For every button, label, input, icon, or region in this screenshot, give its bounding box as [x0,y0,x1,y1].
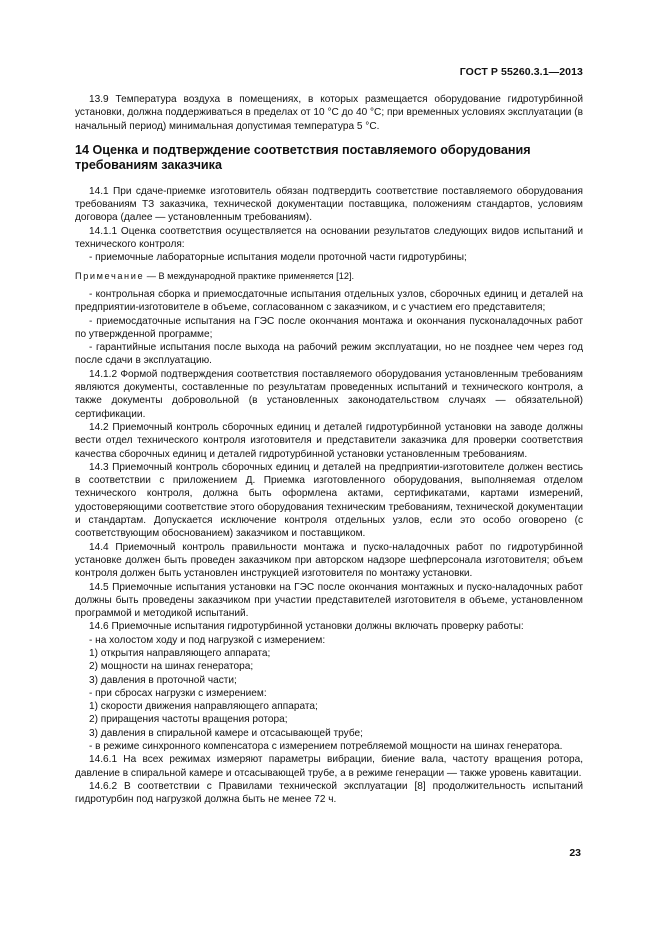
paragraph-14-3: 14.3 Приемочный контроль сборочных единиц и деталей на предприятии-изготовителе должен вестись в соответствии с приложением Д. Приемка изготовленного оборудования, выполняемая отделом технического контроля, должна быть оформлена актами, сертификатами, картами измерений, удостоверяющими соответствие этого оборудования техническим требованиям, технической документации и стандартам. Допускается исключение контроля отдельных узлов, если это особо оговорено (с соответствующим обоснованием) заказчиком и поставщиком. [75,461,583,540]
paragraph-14-1-2: 14.1.2 Формой подтверждения соответствия поставляемого оборудования установленным требованиям являются документы, составленные по результатам проведенных испытаний и технического контроля, а также документы добровольной (в установленных законодательством случаях — обязательной) сертификации. [75,368,583,420]
paragraph-14-1: 14.1 При сдаче-приемке изготовитель обязан подтвердить соответствие поставляемого оборудования требованиям ТЗ заказчика, технической документации поставщика, положениям стандартов, условиям договора (далее — установленным требованиям). [75,185,583,224]
paragraph-14-6-2: 14.6.2 В соответствии с Правилами технической эксплуатации [8] продолжительность испытаний гидротурбин под нагрузкой должна быть не менее 72 ч. [75,780,583,806]
list-item: - в режиме синхронного компенсатора с измерением потребляемой мощности на шинах генератора. [89,741,563,753]
paragraph-14-4: 14.4 Приемочный контроль правильности монтажа и пуско-наладочных работ по гидротурбинной установке должен быть проведен заказчиком при авторском надзоре шефперсонала изготовителя; объем контроля должен быть установлен инструкцией изготовителя по монтажу установки. [75,541,583,580]
list-item: 3) давления в проточной части; [89,674,237,686]
list-item: 3) давления в спиральной камере и отсасывающей трубе; [89,727,363,739]
page-number: 23 [569,847,581,859]
document-header: ГОСТ Р 55260.3.1—2013 [459,66,583,78]
paragraph-14-1-1: 14.1.1 Оценка соответствия осуществляется на основании результатов следующих видов испытаний и технического контроля: [75,225,583,251]
paragraph-14-5: 14.5 Приемочные испытания установки на ГЭС после окончания монтажных и пуско-наладочных работ должны быть проведены заказчиком при участии представителей изготовителя в объеме, установленном программой и методикой испытаний. [75,581,583,620]
paragraph-14-6-1: 14.6.1 На всех режимах измеряют параметры вибрации, биение вала, частоту вращения ротора, давление в спиральной камере и отсасывающей трубе, а в режиме генерации — также уровень кавитации. [75,754,583,779]
list-item: - на холостом ходу и под нагрузкой с измерением: [89,634,326,646]
list-item: 2) приращения частоты вращения ротора; [89,714,288,726]
paragraph-14-6: 14.6 Приемочные испытания гидротурбинной установки должны включать проверку работы: [89,621,524,633]
section-14-title: 14 Оценка и подтверждение соответствия поставляемого оборудования требованиям заказчика [75,142,531,173]
list-item: 1) скорости движения направляющего аппарата; [89,701,318,713]
note-text: — В международной практике применяется [12]. [144,270,355,281]
paragraph-13-9: 13.9 Температура воздуха в помещениях, в которых размещается оборудование гидротурбинной установки, должна поддерживаться в пределах от 10 °C до 40 °C; при временных условиях эксплуатации (в начальный период) минимальная допустимая температура 5 °C. [75,94,583,132]
bullet-warranty-tests: - гарантийные испытания после выхода на рабочий режим эксплуатации, но не позднее чем через год после сдачи в эксплуатацию. [75,342,583,367]
list-item: - при сбросах нагрузки с измерением: [89,687,267,699]
page-content [75,93,583,807]
list-item: 1) открытия направляющего аппарата; [89,647,271,659]
bullet-acceptance-tests: - приемосдаточные испытания на ГЭС после окончания монтажа и окончания пусконаладочных работ по утвержденной программе; [75,315,583,340]
bullet-model-tests: - приемочные лабораторные испытания модели проточной части гидротурбины; [89,252,467,264]
note-label: Примечание [75,270,145,281]
bullet-factory-assembly: - контрольная сборка и приемосдаточные испытания отдельных узлов, сборочных единиц и деталей на предприятии-изготовителе в объеме, согласованном с заказчиком, и с участием его представителя; [75,288,583,314]
list-item: 2) мощности на шинах генератора; [89,661,254,673]
paragraph-14-2: 14.2 Приемочный контроль сборочных единиц и деталей гидротурбинной установки на заводе должны вести отдел технического контроля изготовителя и представители заказчика для проверки соответствия качества сборочных единиц и деталей гидротурбинной установки установленным требованиям. [75,421,583,460]
note [75,270,583,283]
